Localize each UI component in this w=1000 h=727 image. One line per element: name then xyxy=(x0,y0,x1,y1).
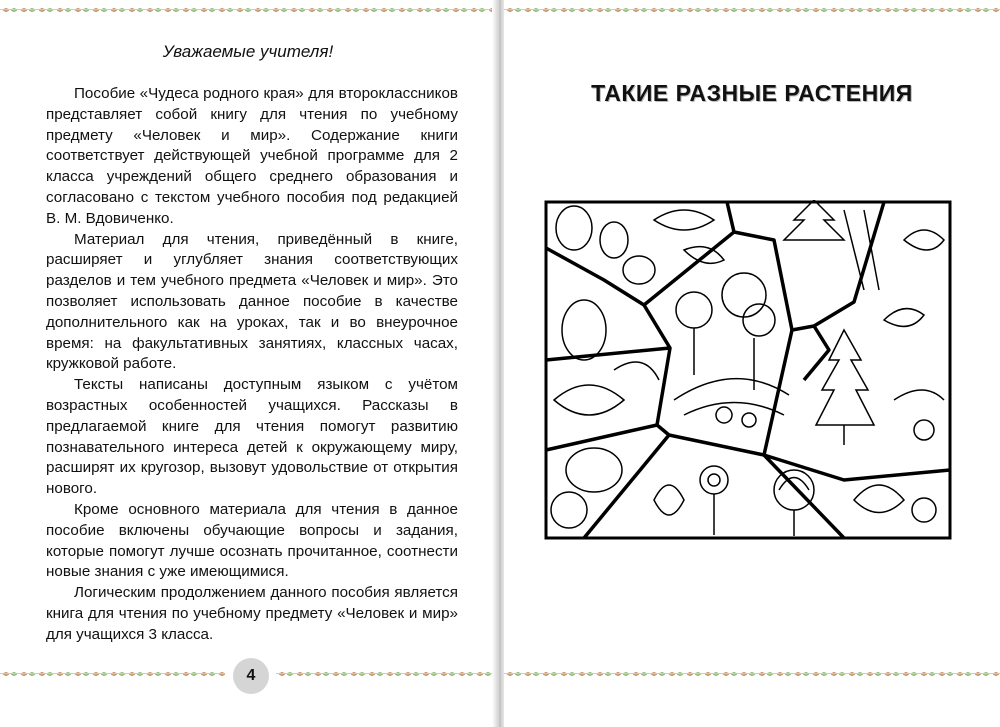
bottom-ornament-border xyxy=(0,668,225,680)
paragraph-3: Тексты написаны доступным языком с учётом возрастных особенностей учащихся. Рассказы в предлагаемой книге для чтения помогут развитию познавательного интереса детей к окружающему миру, расширят их кругозор, вызовут удовольствие от открытия нового. xyxy=(46,376,458,498)
top-ornament-border xyxy=(504,4,1000,16)
left-page xyxy=(0,0,496,727)
paragraph-5: Логическим продолжением данного пособия является книга для чтения по учебному предмету «Человек и мир» для учащихся 3 класса. xyxy=(46,584,458,643)
greeting-heading: Уважаемые учителя! xyxy=(162,42,334,61)
chapter-title: ТАКИЕ РАЗНЫЕ РАСТЕНИЯ xyxy=(591,80,913,106)
plants-mosaic-illustration xyxy=(544,200,952,540)
paragraph-1: Пособие «Чудеса родного края» для второклассников представляет собой книгу для чтения по учебному предмету «Человек и мир». Содержание книги соответствует действующей учебной программе для 2 класса учреждений общего среднего образования и согласовано с текстом учебного пособия под редакцией В. М. Вдовиченко. xyxy=(46,85,458,227)
paragraph-4: Кроме основного материала для чтения в данное пособие включены обучающие вопросы и задания, которые помогут лучше осознать прочитанное, соотнести новые знания с уже имеющимися. xyxy=(46,500,458,581)
bottom-ornament-border xyxy=(276,668,496,680)
top-ornament-border xyxy=(0,4,496,16)
preface-text xyxy=(46,84,458,646)
right-page xyxy=(504,0,1000,727)
page-number: 4 xyxy=(233,658,269,694)
paragraph-2: Материал для чтения, приведённый в книге, расширяет и углубляет знания соответствующих разделов и тем учебного предмета «Человек и мир». Это позволяет использовать данное пособие в качестве дополнительного как на уроках, так и во внеурочное время: на факультативных занятиях, классных часах, кружковой работе. xyxy=(46,230,458,373)
bottom-ornament-border xyxy=(504,668,1000,680)
